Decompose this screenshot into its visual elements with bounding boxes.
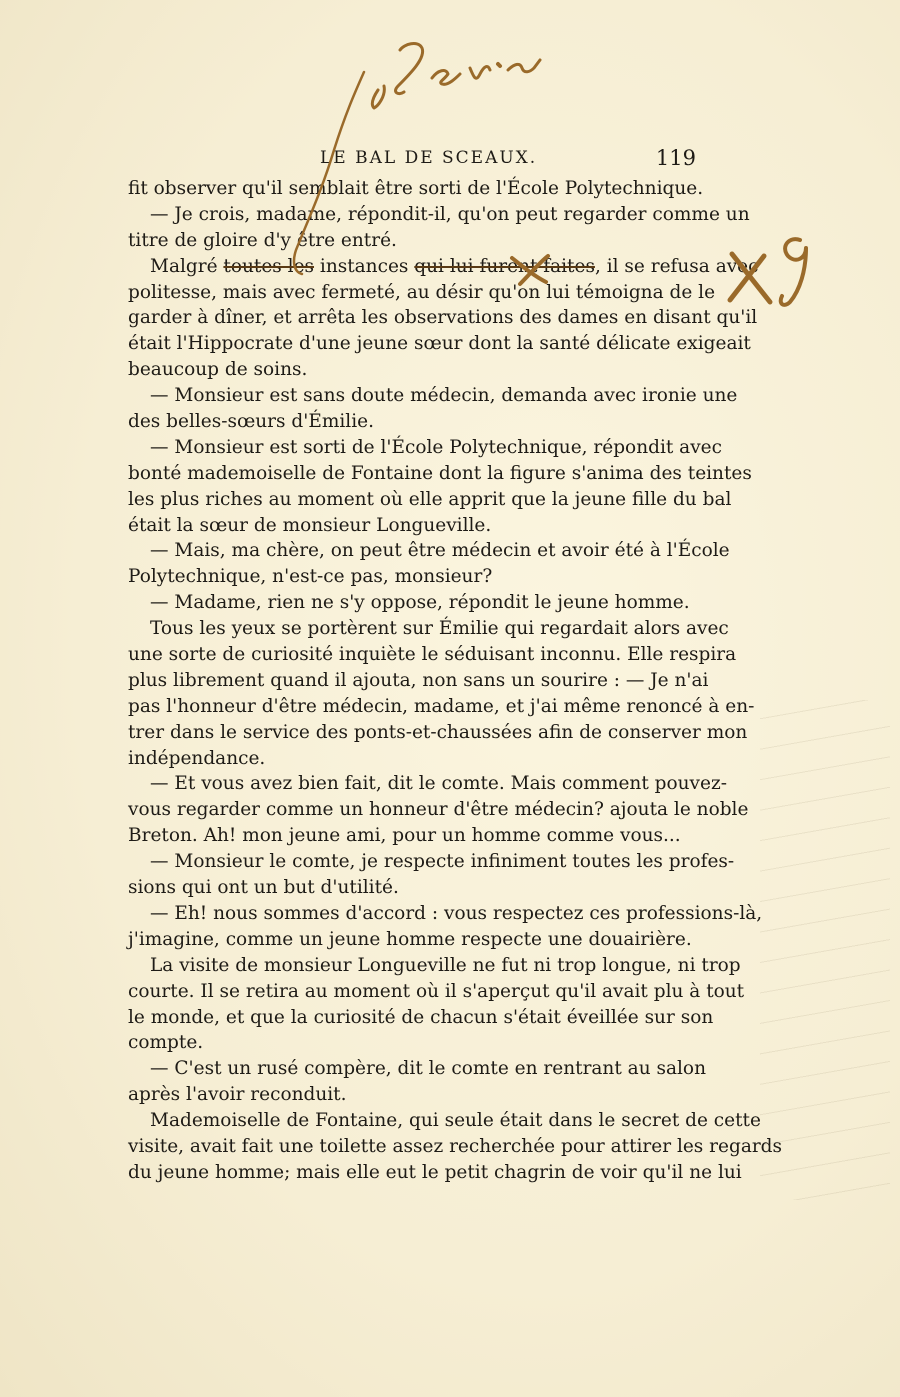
- show-through: [760, 700, 890, 1200]
- text-line: — Et vous avez bien fait, dit le comte. Mais comment pouvez-: [150, 773, 727, 795]
- text-line: le monde, et que la curiosité de chacun s'était éveillée sur son: [128, 1006, 714, 1028]
- text-line: titre de gloire d'y être entré.: [128, 229, 397, 251]
- text-line: courte. Il se retira au moment où il s'aperçut qu'il avait plu à tout: [128, 980, 745, 1002]
- text-line: du jeune homme; mais elle eut le petit chagrin de voir qu'il ne lui: [128, 1161, 742, 1183]
- text-line: pas l'honneur d'être médecin, madame, et j'ai même renoncé à en-: [128, 695, 755, 717]
- text-line: après l'avoir reconduit.: [128, 1084, 347, 1106]
- text-line: garder à dîner, et arrêta les observations des dames en disant qu'il: [128, 307, 758, 329]
- text-line-struck: [128, 254, 759, 280]
- text-line: Polytechnique, n'est-ce pas, monsieur?: [128, 566, 493, 588]
- body-text: [128, 176, 783, 1186]
- text-line: était l'Hippocrate d'une jeune sœur dont la santé délicate exigeait: [128, 333, 751, 355]
- text-line: bonté mademoiselle de Fontaine dont la figure s'anima des teintes: [128, 462, 752, 484]
- text-line: Mademoiselle de Fontaine, qui seule était dans le secret de cette: [150, 1110, 761, 1132]
- text-line: — C'est un rusé compère, dit le comte en rentrant au salon: [150, 1058, 706, 1080]
- text-line: beaucoup de soins.: [128, 359, 308, 381]
- text-line: fit observer qu'il semblait être sorti de l'École Polytechnique.: [128, 178, 704, 199]
- text-line: j'imagine, comme un jeune homme respecte une douairière.: [128, 928, 692, 950]
- text-line: trer dans le service des ponts-et-chaussées afin de conserver mon: [128, 721, 748, 743]
- struck-text: qui lui furent faites: [414, 255, 595, 277]
- text-line: indépendance.: [128, 747, 266, 769]
- text-line: — Mais, ma chère, on peut être médecin et avoir été à l'École: [150, 540, 730, 562]
- running-head: [320, 146, 700, 172]
- text-line: vous regarder comme un honneur d'être médecin? ajouta le noble: [128, 799, 749, 821]
- text-line: Breton. Ah! mon jeune ami, pour un homme comme vous...: [128, 825, 681, 847]
- text-line: compte.: [128, 1032, 204, 1054]
- text-line: — Madame, rien ne s'y oppose, répondit le jeune homme.: [150, 592, 690, 614]
- text-line: politesse, mais avec fermeté, au désir qu'on lui témoigna de le: [128, 281, 716, 303]
- text-line: visite, avait fait une toilette assez recherchée pour attirer les regards: [128, 1135, 783, 1157]
- text-line: — Monsieur est sans doute médecin, demanda avec ironie une: [150, 385, 738, 407]
- text-segment: , il se refusa avec: [594, 255, 759, 277]
- text-line: — Monsieur est sorti de l'École Polytechnique, répondit avec: [150, 436, 722, 458]
- text-line: — Eh! nous sommes d'accord : vous respectez ces professions-là,: [150, 902, 763, 924]
- text-line: une sorte de curiosité inquiète le séduisant inconnu. Elle respira: [128, 644, 737, 666]
- text-segment: instances: [314, 255, 415, 277]
- text-line: — Je crois, madame, répondit-il, qu'on peut regarder comme un: [150, 203, 750, 225]
- text-line: les plus riches au moment où elle apprit que la jeune fille du bal: [128, 488, 732, 510]
- page-number: 119: [655, 146, 696, 170]
- text-line: La visite de monsieur Longueville ne fut ni trop longue, ni trop: [150, 954, 741, 976]
- text-line: — Monsieur le comte, je respecte infiniment toutes les profes-: [150, 851, 735, 873]
- text-line: plus librement quand il ajouta, non sans un sourire : — Je n'ai: [128, 669, 709, 691]
- running-title: LE BAL DE SCEAUX.: [320, 148, 538, 168]
- struck-text: toutes les: [223, 255, 315, 277]
- text-segment: Malgré: [150, 255, 224, 277]
- text-line: Tous les yeux se portèrent sur Émilie qui regardait alors avec: [150, 618, 729, 640]
- text-line: était la sœur de monsieur Longueville.: [128, 514, 492, 536]
- text-line: des belles-sœurs d'Émilie.: [128, 411, 374, 433]
- text-line: sions qui ont un but d'utilité.: [128, 877, 399, 899]
